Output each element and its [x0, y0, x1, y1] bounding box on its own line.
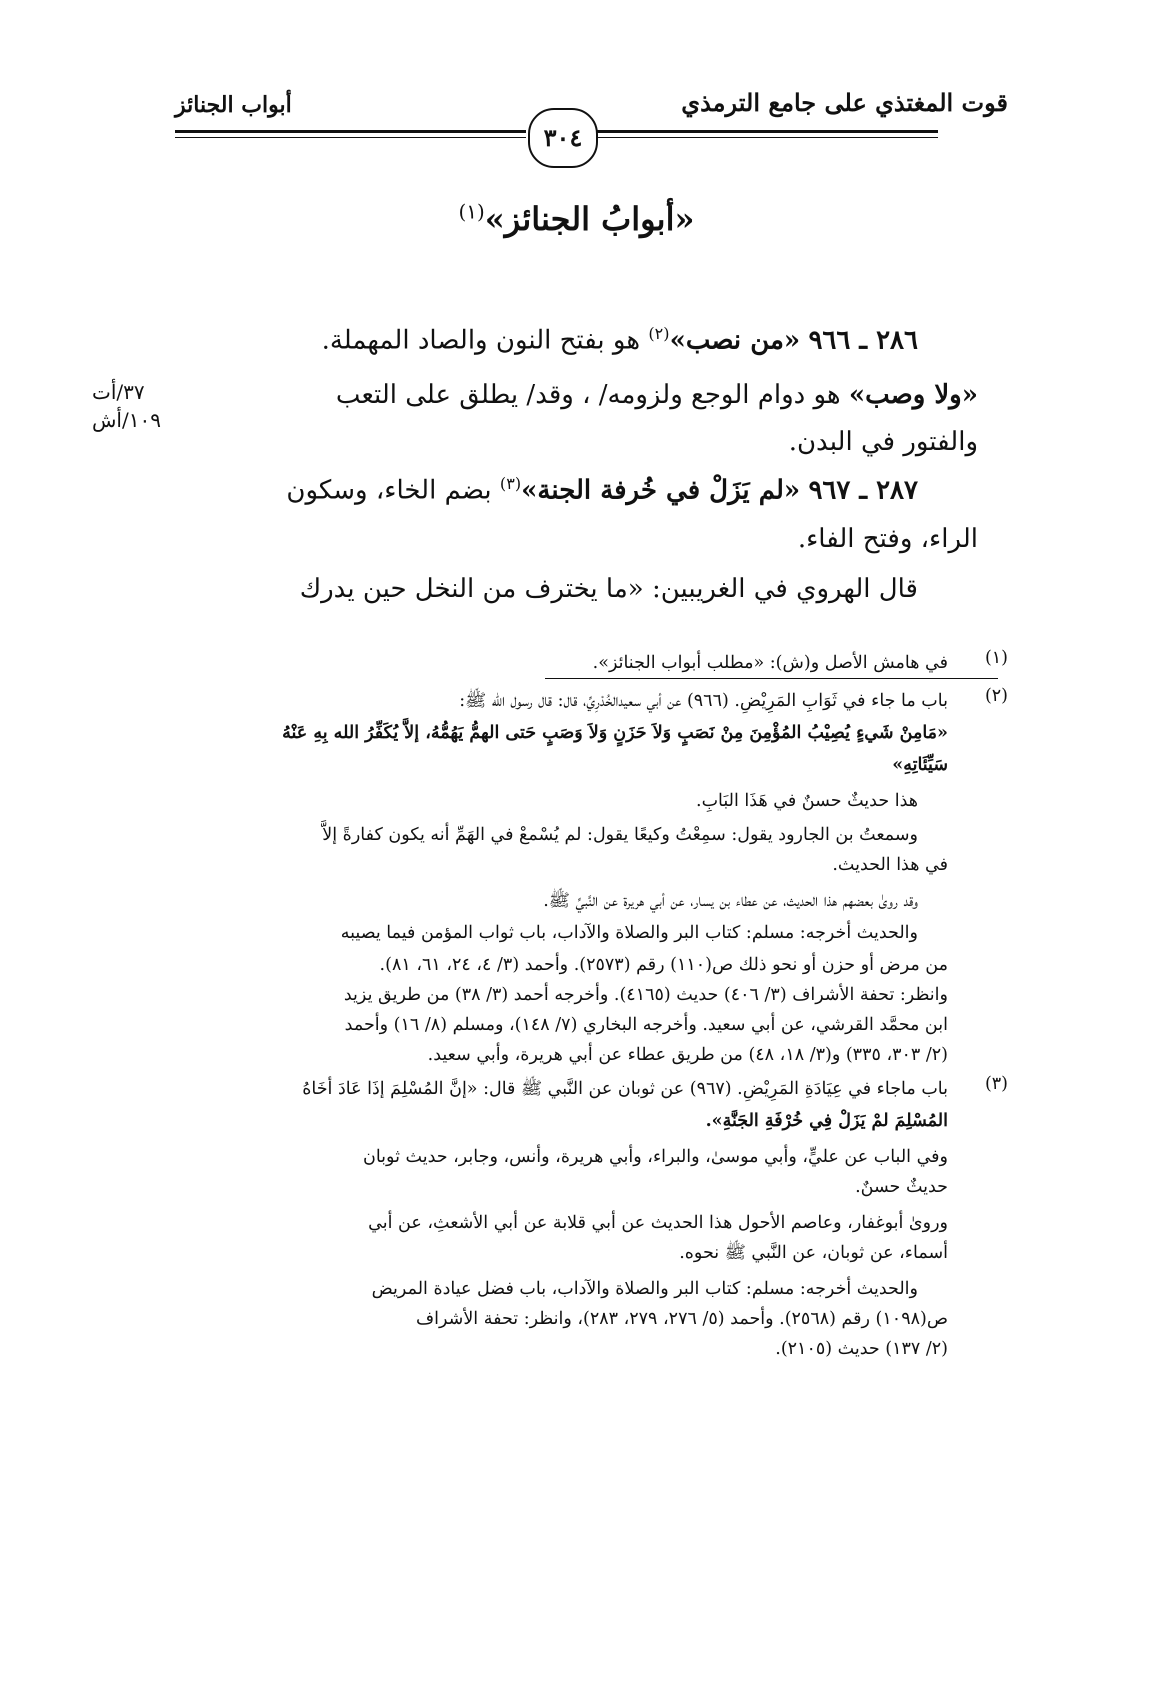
footnote-line: والحديث أخرجه: مسلم: كتاب البر والصلاة والآداب، باب فضل عيادة المريض [371, 1279, 918, 1299]
gloss: هو دوام الوجع ولزومه/ ، وقد/ يطلق على التعب [335, 380, 849, 410]
footnote-line: في هامش الأصل و(ش): «مطلب أبواب الجنائز». [592, 653, 948, 673]
footnote-line: وروىٰ أبوغفار، وعاصم الأحول هذا الحديث عن أبي قلابة عن أبي الأشعثِ، عن أبي [368, 1213, 948, 1233]
footnote-ref: (٢) [648, 324, 670, 343]
footnote-line: وفي الباب عن عليٍّ، وأبي موسىٰ، والبراء، وأبي هريرة، وأنس، وجابر، حديث ثوبان [362, 1147, 948, 1167]
hadith-text: سَيِّئَاتِهِ» [892, 755, 948, 775]
header-rule-left [175, 130, 526, 133]
lemma: «ولا وصب» [848, 380, 978, 410]
footnote-line: أسماء، عن ثوبان، عن النَّبي ﷺ نحوه. [679, 1243, 948, 1263]
footnote-line: في هذا الحديث. [832, 855, 948, 875]
footnote-line: هذا حديثٌ حسنٌ في هَذَا البَابِ. [696, 791, 918, 811]
chapter-title [0, 200, 1153, 238]
chapter-title-text: «أبوابُ الجنائز» [484, 200, 695, 238]
footnote-number: (٣) [984, 1074, 1008, 1094]
entry-number: ٢٨٦ ـ ٩٦٦ [808, 325, 918, 356]
footnote-line: وسمعتُ بن الجارود يقول: سمِعْتُ وكيعًا يقول: لم يُسْمعْ في الهَمِّ أنه يكون كفارةً إلاَّ [322, 825, 918, 845]
gloss: هو بفتح النون والصاد المهملة. [321, 325, 649, 356]
footnote-hadith-line [706, 1106, 948, 1136]
body-line [336, 380, 978, 410]
footnote-line: من مرض أو حزن أو نحو ذلك ص(١١٠) رقم (٢٥٧٣). وأحمد (٣/ ٤، ٢٤، ٦١، ٨١). [379, 955, 948, 975]
footnote-number: (٢) [984, 686, 1008, 706]
footnote-ref: (٣) [499, 474, 522, 493]
entry-number: ٢٨٧ ـ ٩٦٧ [808, 475, 918, 506]
body-line: الراء، وفتح الفاء. [797, 524, 978, 554]
header-rule-right-thin [596, 137, 938, 138]
footnote-line: وانظر: تحفة الأشراف (٣/ ٤٠٦) حديث (٤١٦٥). وأخرجه أحمد (٣/ ٣٨) من طريق يزيد [343, 985, 948, 1005]
body-line [322, 324, 918, 356]
footnote-line: ص(١٠٩٨) رقم (٢٥٦٨). وأحمد (٥/ ٢٧٦، ٢٧٩، ٢٨٣)، وانظر: تحفة الأشراف [416, 1309, 948, 1329]
footnote-line: باب ماجاء في عِيَادَةِ المَرِيْضِ. (٩٦٧) عن ثوبان عن النَّبي ﷺ قال: «إنَّ المُسْلِمَ إذَا عَادَ أخَاهُ [302, 1079, 948, 1099]
margin-folio-note: ١٠٩/أش [92, 408, 161, 432]
header-rule-left-thin [175, 137, 526, 138]
lemma: «لم يَزَلْ في خُرفة الجنة» [521, 475, 801, 506]
gloss: بضم الخاء، وسكون [286, 475, 500, 506]
header-rule-right [596, 130, 938, 133]
footnote-line: والحديث أخرجه: مسلم: كتاب البر والصلاة والآداب، باب ثواب المؤمن فيما يصيبه [340, 923, 918, 943]
running-head-book-title: قوت المغتذي على جامع الترمذي [681, 88, 1008, 117]
hadith-text: المُسْلِمَ لمْ يَزَلْ فِي خُرْفَةِ الجَنَّةِ». [705, 1111, 948, 1131]
footnote-number: (١) [984, 648, 1008, 668]
footnote-hadith-line [892, 750, 948, 780]
hadith-text: «مَامِنْ شَيءٍ يُصِيْبُ المُؤْمِنَ مِنْ نَصَبٍ وَلاَ حَزَنٍ وَلاَ وَصَبٍ حَتى الهمُّ يَهُمُّهُ، إلاَّ يُكَفِّرُ الله بِهِ عَنْهُ [282, 723, 948, 743]
footnote-line: (٢/ ٣٠٣، ٣٣٥) و(٣/ ١٨، ٤٨) من طريق عطاء عن أبي هريرة، وأبي سعيد. [427, 1045, 948, 1065]
running-head-section-title: أبواب الجنائز [175, 92, 292, 118]
body-line [286, 474, 918, 506]
footnote-line: وقد روىٰ بعضهم هذا الحديث، عن عطاء بن يسار، عن أبي هريرة عن النَّبيِّ ﷺ. [543, 891, 918, 911]
footnote-line: (٢/ ١٣٧) حديث (٢١٠٥). [775, 1339, 948, 1359]
margin-folio-note: ٣٧/أت [92, 380, 145, 404]
footnote-separator [545, 678, 998, 679]
body-line: قال الهروي في الغريبين: «ما يخترف من النخل حين يدرك [299, 574, 918, 604]
footnote-line: حديثٌ حسنٌ. [855, 1177, 948, 1197]
footnote-line: باب ما جاء في ثَوَابِ المَرِيْضِ. (٩٦٦) عن أبي سعيدالخُدْرِيِّ، قال: قال رسول الله ﷺ: [459, 691, 948, 711]
body-line: والفتور في البدن. [788, 427, 978, 457]
footnote-line: ابن محمَّد القرشي، عن أبي سعيد. وأخرجه البخاري (٧/ ١٤٨)، ومسلم (٨/ ١٦) وأحمد [344, 1015, 948, 1035]
footnote-hadith-line [282, 718, 948, 748]
page-number: ٣٠٤ [528, 108, 598, 168]
footnote-ref: (١) [458, 200, 485, 224]
lemma: «من نصب» [669, 325, 801, 356]
